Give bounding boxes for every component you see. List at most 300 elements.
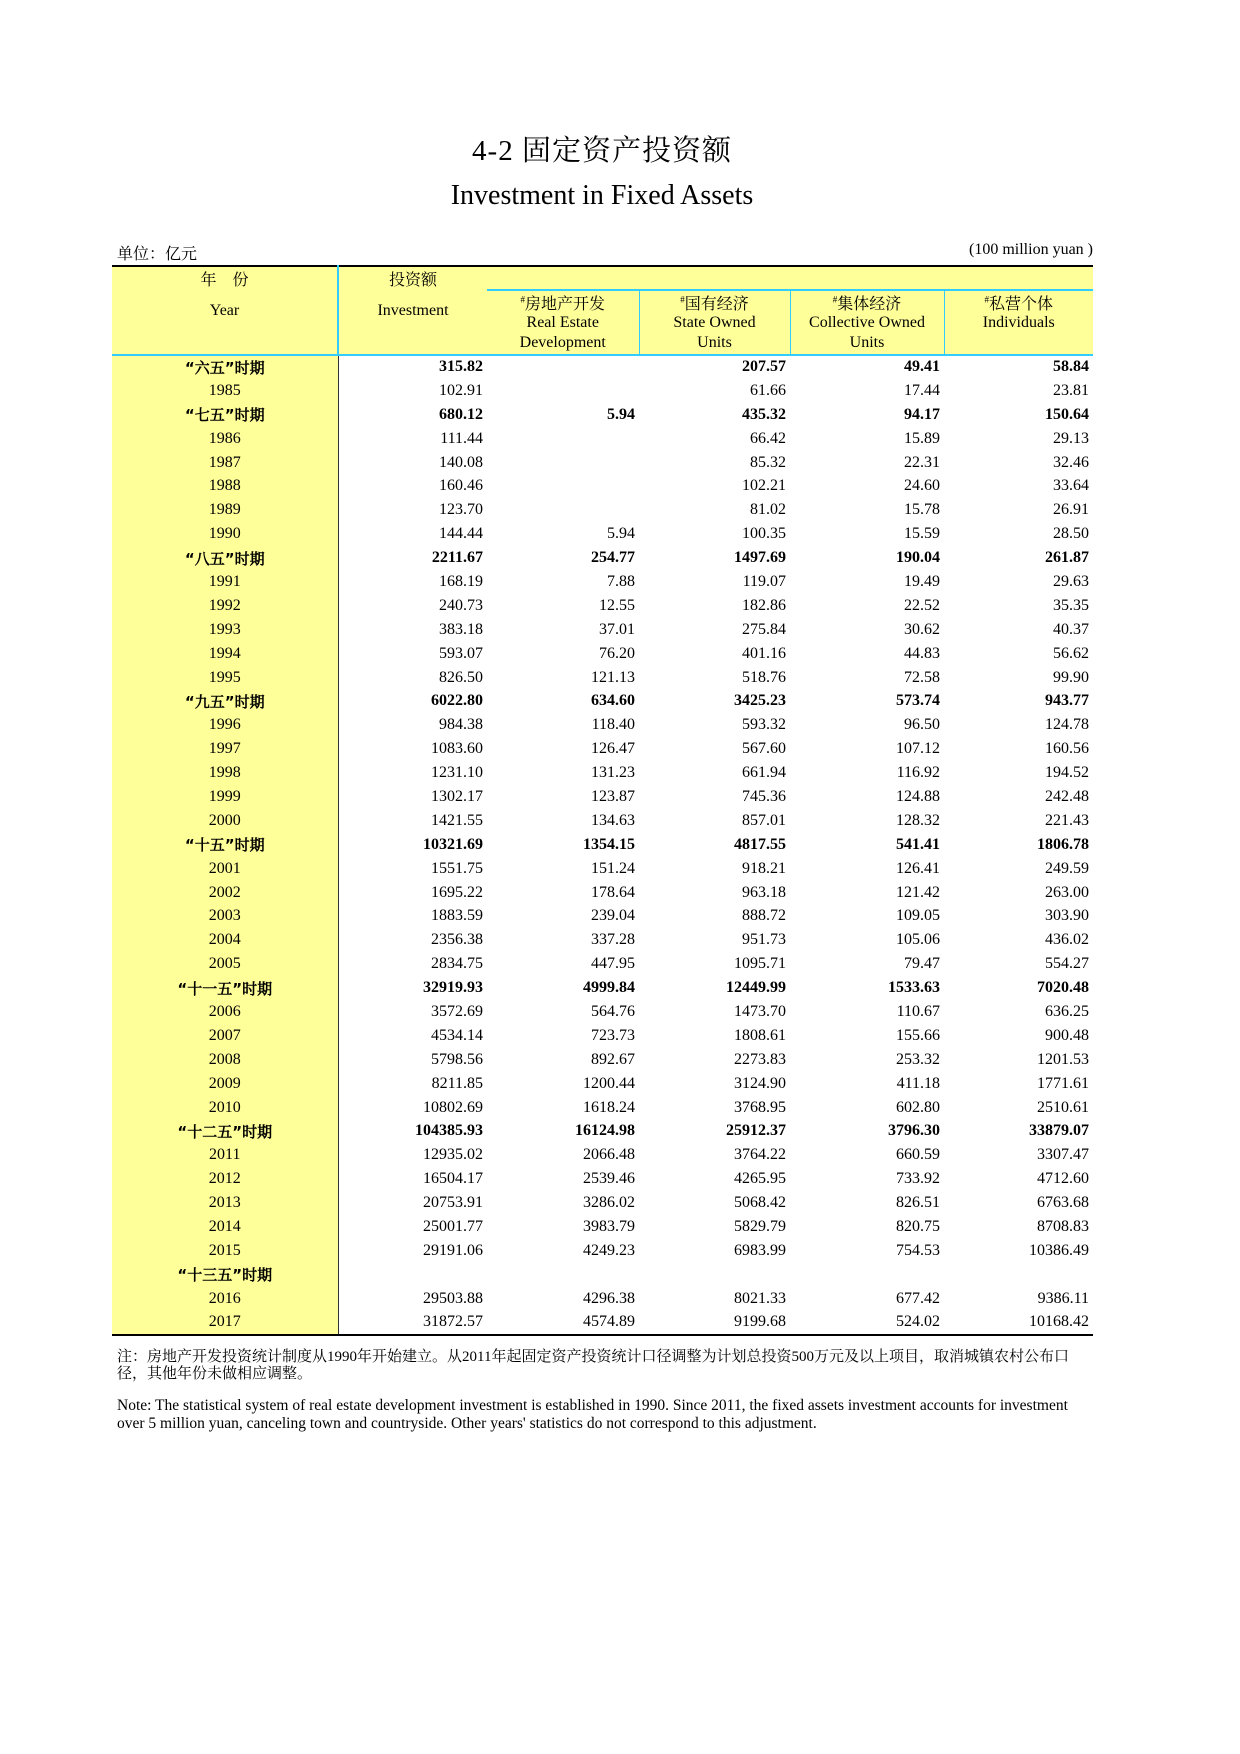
- cell-real-estate: [487, 498, 639, 522]
- cell-collective-owned: 24.60: [904, 477, 940, 495]
- cell-real-estate: 134.63: [591, 811, 635, 829]
- cell-year: 2001: [112, 857, 338, 881]
- cell-real-estate: [487, 1263, 639, 1287]
- cell-investment: 102.91: [439, 381, 483, 399]
- cell-state-owned: 661.94: [742, 764, 786, 782]
- cell-investment: 1083.60: [431, 740, 483, 758]
- table-row-period: [112, 1120, 1093, 1144]
- cell-investment: 29191.06: [423, 1241, 483, 1259]
- table-row: [112, 666, 1093, 690]
- cell-state-owned: 745.36: [742, 787, 786, 805]
- cell-investment: 32919.93: [423, 979, 483, 997]
- cell-state-owned: 119.07: [742, 572, 786, 590]
- cell-collective-owned: 155.66: [896, 1026, 940, 1044]
- cell-state-owned: 3124.90: [734, 1074, 786, 1092]
- header-individuals: #私营个体 Individuals: [944, 290, 1093, 332]
- cell-individuals: 7020.48: [1037, 979, 1089, 997]
- cell-state-owned: [639, 1263, 790, 1287]
- cell-real-estate: 1200.44: [583, 1074, 635, 1092]
- cell-state-owned: 888.72: [742, 907, 786, 925]
- cell-investment: 593.07: [439, 644, 483, 662]
- cell-collective-owned: 105.06: [896, 931, 940, 949]
- cell-individuals: 124.78: [1045, 716, 1089, 734]
- cell-year: 2017: [112, 1311, 338, 1335]
- cell-investment: 1695.22: [431, 883, 483, 901]
- cell-individuals: 33.64: [1053, 477, 1089, 495]
- cell-individuals: 636.25: [1045, 1002, 1089, 1020]
- cell-individuals: 194.52: [1045, 764, 1089, 782]
- cell-real-estate: 3983.79: [583, 1218, 635, 1235]
- cell-real-estate: 123.87: [591, 787, 635, 805]
- cell-investment: 315.82: [439, 358, 483, 376]
- cell-individuals: 10386.49: [1029, 1241, 1089, 1259]
- cell-collective-owned: 22.52: [904, 596, 940, 614]
- header-year-en: Year: [112, 290, 338, 332]
- cell-year: 2014: [112, 1215, 338, 1239]
- cell-year: 1997: [112, 737, 338, 761]
- cell-individuals: 29.63: [1053, 572, 1089, 590]
- cell-collective-owned: 44.83: [904, 644, 940, 662]
- cell-investment: 25001.77: [423, 1218, 483, 1235]
- cell-individuals: 35.35: [1053, 596, 1089, 614]
- cell-collective-owned: 411.18: [896, 1074, 940, 1092]
- cell-collective-owned: 124.88: [896, 787, 940, 805]
- cell-state-owned: 593.32: [742, 716, 786, 734]
- cell-state-owned: 102.21: [742, 477, 786, 495]
- cell-year: 2003: [112, 904, 338, 928]
- cell-investment: 12935.02: [423, 1146, 483, 1164]
- cell-year: 1990: [112, 522, 338, 546]
- cell-state-owned: 963.18: [742, 883, 786, 901]
- cell-state-owned: 2273.83: [734, 1050, 786, 1068]
- cell-collective-owned: 677.42: [896, 1289, 940, 1307]
- cell-collective-owned: 602.80: [896, 1098, 940, 1116]
- table-row-period: [112, 403, 1093, 427]
- cell-real-estate: 2539.46: [583, 1170, 635, 1188]
- cell-real-estate: 7.88: [607, 572, 635, 590]
- cell-year: 2016: [112, 1287, 338, 1311]
- cell-individuals: 221.43: [1045, 811, 1089, 829]
- table-row: [112, 785, 1093, 809]
- cell-state-owned: 85.32: [750, 453, 786, 471]
- cell-real-estate: 126.47: [591, 740, 635, 758]
- cell-individuals: 263.00: [1045, 883, 1089, 901]
- cell-investment: 10321.69: [423, 835, 483, 853]
- cell-investment: 168.19: [439, 572, 483, 590]
- cell-year: “六五”时期: [112, 355, 338, 379]
- footnote-mark: #: [520, 294, 525, 305]
- table-row: [112, 1239, 1093, 1263]
- table-row: [112, 952, 1093, 976]
- cell-state-owned: 1473.70: [734, 1002, 786, 1020]
- page-title-en: Investment in Fixed Assets: [450, 180, 754, 211]
- footnote-mark: #: [832, 294, 838, 305]
- cell-individuals: 150.64: [1045, 405, 1089, 423]
- cell-real-estate: 131.23: [591, 764, 635, 782]
- cell-collective-owned: 96.50: [904, 716, 940, 734]
- cell-real-estate: 3286.02: [583, 1194, 635, 1212]
- cell-investment: 10802.69: [423, 1098, 483, 1116]
- table-row: [112, 1000, 1093, 1024]
- table-row: [112, 594, 1093, 618]
- cell-year: 1999: [112, 785, 338, 809]
- cell-investment: 1421.55: [431, 811, 483, 829]
- cell-collective-owned: 573.74: [896, 692, 940, 710]
- cell-year: 2010: [112, 1096, 338, 1120]
- cell-investment: 8211.85: [431, 1074, 483, 1092]
- cell-collective-owned: 49.41: [904, 358, 940, 376]
- table-row: [112, 881, 1093, 905]
- cell-individuals: 943.77: [1045, 692, 1089, 710]
- cell-individuals: 242.48: [1045, 787, 1089, 805]
- cell-investment: 20753.91: [423, 1194, 483, 1212]
- table-row-period: [112, 689, 1093, 713]
- cell-collective-owned: 107.12: [896, 740, 940, 758]
- cell-collective-owned: [790, 1263, 944, 1287]
- cell-collective-owned: 15.78: [904, 501, 940, 519]
- table-row: [112, 809, 1093, 833]
- cell-collective-owned: 126.41: [896, 859, 940, 877]
- cell-individuals: 29.13: [1053, 429, 1089, 447]
- header-state-owned: #国有经济 State Owned: [639, 290, 790, 332]
- cell-state-owned: 182.86: [742, 596, 786, 614]
- footnote-mark: #: [680, 294, 685, 305]
- cell-year: 1998: [112, 761, 338, 785]
- cell-year: 2005: [112, 952, 338, 976]
- cell-year: 1985: [112, 379, 338, 403]
- cell-individuals: 900.48: [1045, 1026, 1089, 1044]
- cell-year: 1992: [112, 594, 338, 618]
- cell-investment: 123.70: [439, 501, 483, 519]
- cell-individuals: 10168.42: [944, 1311, 1093, 1335]
- table-row: [112, 737, 1093, 761]
- header-investment-en: Investment: [377, 302, 449, 319]
- cell-state-owned: 9199.68: [639, 1311, 790, 1335]
- cell-investment: 1883.59: [431, 907, 483, 925]
- cell-collective-owned: 1533.63: [888, 979, 940, 997]
- cell-year: 1994: [112, 642, 338, 666]
- cell-year: 1989: [112, 498, 338, 522]
- cell-year: 2012: [112, 1167, 338, 1191]
- cell-investment: 111.44: [440, 429, 483, 447]
- cell-state-owned: 207.57: [742, 358, 786, 376]
- table-row-period: [112, 833, 1093, 857]
- cell-real-estate: 1618.24: [583, 1098, 635, 1116]
- header-year-cn: 年 份: [112, 266, 338, 290]
- cell-year: “十二五”时期: [112, 1120, 338, 1144]
- cell-investment: 1302.17: [431, 787, 483, 805]
- cell-state-owned: 3764.22: [734, 1146, 786, 1164]
- cell-year: 2002: [112, 881, 338, 905]
- table-row: [112, 713, 1093, 737]
- header-real-estate: #房地产开发 Real Estate: [487, 290, 639, 332]
- table-row: [112, 642, 1093, 666]
- header-state-owned-en2: Units: [639, 332, 790, 355]
- table-row: [112, 904, 1093, 928]
- cell-real-estate: 337.28: [591, 931, 635, 949]
- cell-real-estate: 178.64: [591, 883, 635, 901]
- cell-investment: 2356.38: [431, 931, 483, 949]
- cell-collective-owned: 17.44: [904, 381, 940, 399]
- cell-year: 2007: [112, 1024, 338, 1048]
- cell-year: 2011: [112, 1143, 338, 1167]
- cell-state-owned: 1095.71: [734, 955, 786, 973]
- cell-investment: 3572.69: [431, 1002, 483, 1020]
- table-row-period: [112, 355, 1093, 379]
- cell-collective-owned: 826.51: [896, 1194, 940, 1212]
- table-row: [112, 498, 1093, 522]
- cell-year: 2000: [112, 809, 338, 833]
- cell-collective-owned: 190.04: [896, 549, 940, 567]
- cell-investment: 31872.57: [338, 1311, 487, 1335]
- cell-real-estate: 634.60: [591, 692, 635, 710]
- cell-year: “十一五”时期: [112, 976, 338, 1000]
- cell-year: “九五”时期: [112, 689, 338, 713]
- cell-year: 1988: [112, 474, 338, 498]
- cell-real-estate: [487, 355, 639, 379]
- cell-year: “十三五”时期: [112, 1263, 338, 1287]
- cell-state-owned: 3425.23: [734, 692, 786, 710]
- cell-real-estate: 1354.15: [583, 835, 635, 853]
- cell-real-estate: 564.76: [591, 1002, 635, 1020]
- cell-state-owned: 857.01: [742, 811, 786, 829]
- cell-individuals: 1806.78: [1037, 835, 1089, 853]
- cell-real-estate: 4296.38: [583, 1289, 635, 1307]
- cell-real-estate: 447.95: [591, 955, 635, 973]
- cell-individuals: 58.84: [1053, 358, 1089, 376]
- cell-investment: 984.38: [439, 716, 483, 734]
- cell-year: 2015: [112, 1239, 338, 1263]
- cell-investment: 4534.14: [431, 1026, 483, 1044]
- cell-individuals: 99.90: [1053, 668, 1089, 686]
- cell-year: 1987: [112, 451, 338, 475]
- table-row-period: [112, 976, 1093, 1000]
- cell-individuals: 8708.83: [1037, 1218, 1089, 1235]
- cell-real-estate: 12.55: [599, 596, 635, 614]
- cell-state-owned: 4265.95: [734, 1170, 786, 1188]
- cell-year: 2004: [112, 928, 338, 952]
- footnote-en: Note: The statistical system of real estate development investment is established in 1990. Since 2011, the fixed assets investment accounts for investment over 5 million yuan, canceling town and countryside. Other years' statistics do not correspond to this adjustment.: [117, 1397, 1068, 1432]
- cell-individuals: 1201.53: [1037, 1050, 1089, 1068]
- cell-real-estate: 4249.23: [583, 1241, 635, 1259]
- cell-collective-owned: 19.49: [904, 572, 940, 590]
- cell-individuals: 23.81: [1053, 381, 1089, 399]
- cell-state-owned: 66.42: [750, 429, 786, 447]
- table-row: [112, 928, 1093, 952]
- cell-year: 2013: [112, 1191, 338, 1215]
- cell-real-estate: 121.13: [591, 668, 635, 686]
- cell-investment: 29503.88: [423, 1289, 483, 1307]
- table-row: [112, 379, 1093, 403]
- cell-state-owned: 12449.99: [726, 979, 786, 997]
- cell-real-estate: [487, 474, 639, 498]
- cell-state-owned: 25912.37: [726, 1122, 786, 1140]
- cell-investment: [338, 1263, 487, 1287]
- cell-state-owned: 81.02: [750, 501, 786, 519]
- cell-collective-owned: 72.58: [904, 668, 940, 686]
- cell-year: “十五”时期: [112, 833, 338, 857]
- cell-individuals: 6763.68: [1037, 1194, 1089, 1212]
- unit-label-cn: 单位：亿元: [117, 246, 198, 263]
- cell-collective-owned: 15.59: [904, 525, 940, 543]
- table-row: [112, 1143, 1093, 1167]
- cell-individuals: 554.27: [1045, 955, 1089, 973]
- cell-individuals: 4712.60: [1037, 1170, 1089, 1188]
- cell-state-owned: 918.21: [742, 859, 786, 877]
- cell-individuals: 28.50: [1053, 525, 1089, 543]
- cell-individuals: 3307.47: [1037, 1146, 1089, 1164]
- cell-real-estate: 76.20: [599, 644, 635, 662]
- cell-individuals: 40.37: [1053, 620, 1089, 638]
- cell-individuals: 2510.61: [1037, 1098, 1089, 1116]
- cell-state-owned: 401.16: [742, 644, 786, 662]
- cell-year: 1996: [112, 713, 338, 737]
- cell-state-owned: 951.73: [742, 931, 786, 949]
- cell-individuals: 56.62: [1053, 644, 1089, 662]
- cell-state-owned: 61.66: [750, 381, 786, 399]
- cell-real-estate: 37.01: [599, 620, 635, 638]
- cell-real-estate: 4574.89: [487, 1311, 639, 1335]
- cell-state-owned: 4817.55: [734, 835, 786, 853]
- table-row: [112, 761, 1093, 785]
- cell-year: 1991: [112, 570, 338, 594]
- cell-state-owned: 435.32: [742, 405, 786, 423]
- cell-real-estate: 254.77: [591, 549, 635, 567]
- table-row-period: [112, 546, 1093, 570]
- cell-investment: 383.18: [439, 620, 483, 638]
- cell-collective-owned: 15.89: [904, 429, 940, 447]
- cell-state-owned: 5068.42: [734, 1194, 786, 1212]
- footnote-cn: 注：房地产开发投资统计制度从1990年开始建立。从2011年起固定资产投资统计口径调整为计划总投资500万元及以上项目，取消城镇农村公布口径，其他年份未做相应调整。: [117, 1349, 1069, 1382]
- cell-real-estate: 16124.98: [575, 1122, 635, 1140]
- table-row: [112, 857, 1093, 881]
- cell-collective-owned: 524.02: [790, 1311, 944, 1335]
- cell-state-owned: 518.76: [742, 668, 786, 686]
- cell-individuals: 26.91: [1053, 501, 1089, 519]
- cell-individuals: [944, 1263, 1093, 1287]
- cell-investment: 240.73: [439, 596, 483, 614]
- cell-collective-owned: 121.42: [896, 883, 940, 901]
- cell-investment: 2834.75: [431, 955, 483, 973]
- cell-collective-owned: 30.62: [904, 620, 940, 638]
- cell-state-owned: 100.35: [742, 525, 786, 543]
- cell-real-estate: [487, 427, 639, 451]
- cell-collective-owned: 754.53: [896, 1241, 940, 1259]
- cell-collective-owned: 110.67: [896, 1002, 940, 1020]
- cell-investment: 144.44: [439, 525, 483, 543]
- cell-collective-owned: 820.75: [896, 1218, 940, 1235]
- cell-real-estate: 892.67: [591, 1050, 635, 1068]
- cell-collective-owned: 733.92: [896, 1170, 940, 1188]
- cell-state-owned: 5829.79: [734, 1218, 786, 1235]
- investment-table-container: [112, 265, 1093, 1336]
- cell-state-owned: 3768.95: [734, 1098, 786, 1116]
- cell-investment: 6022.80: [431, 692, 483, 710]
- table-header: [112, 266, 1093, 355]
- header-real-estate-en2: Development: [487, 332, 639, 355]
- table-row: [112, 1311, 1093, 1335]
- cell-collective-owned: 94.17: [904, 405, 940, 423]
- cell-state-owned: 1497.69: [734, 549, 786, 567]
- table-row: [112, 427, 1093, 451]
- table-row: [112, 1191, 1093, 1215]
- cell-collective-owned: 660.59: [896, 1146, 940, 1164]
- cell-year: “七五”时期: [112, 403, 338, 427]
- cell-real-estate: [487, 379, 639, 403]
- table-row: [112, 1024, 1093, 1048]
- cell-collective-owned: 22.31: [904, 453, 940, 471]
- cell-state-owned: 1808.61: [734, 1026, 786, 1044]
- cell-individuals: 436.02: [1045, 931, 1089, 949]
- cell-year: 1986: [112, 427, 338, 451]
- cell-individuals: 1771.61: [1037, 1074, 1089, 1092]
- table-row: [112, 1072, 1093, 1096]
- cell-real-estate: 5.94: [607, 525, 635, 543]
- cell-investment: 160.46: [439, 477, 483, 495]
- table-row: [112, 1096, 1093, 1120]
- investment-table: [112, 265, 1093, 1336]
- cell-state-owned: 567.60: [742, 740, 786, 758]
- cell-year: 1995: [112, 666, 338, 690]
- table-row: [112, 474, 1093, 498]
- header-collective-owned-en2: Units: [790, 332, 944, 355]
- header-investment-cn: 投资额: [338, 266, 487, 290]
- table-body: [112, 355, 1093, 1335]
- cell-investment: 140.08: [439, 453, 483, 471]
- cell-individuals: 32.46: [1053, 453, 1089, 471]
- table-row: [112, 1167, 1093, 1191]
- cell-real-estate: 2066.48: [583, 1146, 635, 1164]
- cell-investment: 16504.17: [423, 1170, 483, 1188]
- cell-year: “八五”时期: [112, 546, 338, 570]
- cell-investment: 5798.56: [431, 1050, 483, 1068]
- table-row: [112, 618, 1093, 642]
- cell-year: 2009: [112, 1072, 338, 1096]
- cell-collective-owned: 116.92: [896, 764, 940, 782]
- cell-real-estate: 118.40: [591, 716, 635, 734]
- cell-individuals: 303.90: [1045, 907, 1089, 925]
- cell-year: 2006: [112, 1000, 338, 1024]
- cell-year: 1993: [112, 618, 338, 642]
- cell-individuals: 160.56: [1045, 740, 1089, 758]
- table-row: [112, 1215, 1093, 1239]
- cell-real-estate: 5.94: [607, 405, 635, 423]
- cell-real-estate: [487, 451, 639, 475]
- cell-collective-owned: 79.47: [904, 955, 940, 973]
- cell-year: 2008: [112, 1048, 338, 1072]
- cell-investment: 1231.10: [431, 764, 483, 782]
- cell-collective-owned: 128.32: [896, 811, 940, 829]
- table-row: [112, 1048, 1093, 1072]
- cell-real-estate: 239.04: [591, 907, 635, 925]
- cell-real-estate: 723.73: [591, 1026, 635, 1044]
- table-row-period: [112, 1263, 1093, 1287]
- cell-collective-owned: 253.32: [896, 1050, 940, 1068]
- cell-state-owned: 275.84: [742, 620, 786, 638]
- cell-collective-owned: 3796.30: [888, 1122, 940, 1140]
- cell-state-owned: 6983.99: [734, 1241, 786, 1259]
- cell-individuals: 249.59: [1045, 859, 1089, 877]
- table-row: [112, 522, 1093, 546]
- cell-collective-owned: 541.41: [896, 835, 940, 853]
- cell-real-estate: 4999.84: [583, 979, 635, 997]
- table-row: [112, 570, 1093, 594]
- cell-collective-owned: 109.05: [896, 907, 940, 925]
- page-title-cn: 4-2 固定资产投资额: [472, 135, 732, 167]
- cell-investment: 104385.93: [415, 1122, 483, 1140]
- footnote-mark: #: [984, 294, 989, 305]
- cell-individuals: 261.87: [1045, 549, 1089, 567]
